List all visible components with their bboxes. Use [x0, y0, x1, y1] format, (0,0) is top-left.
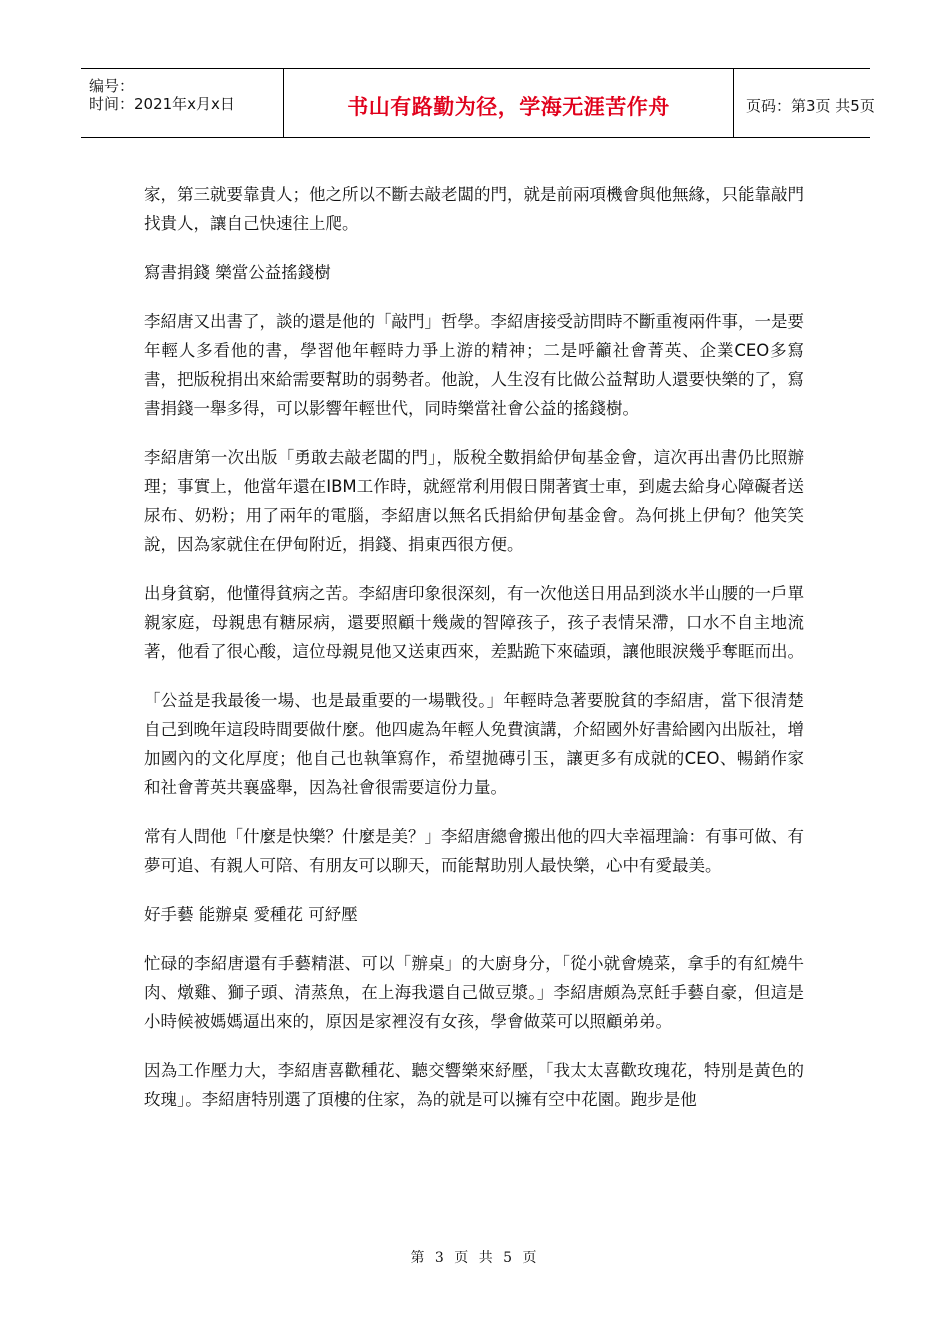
paragraph: 李紹唐第一次出版「勇敢去敲老闆的門」，版稅全數捐給伊甸基金會，這次再出書仍比照辦理；事實上，他當年還在IBM工作時，就經常利用假日開著賓士車，到處去給身心障礙者送尿布、奶粉；用了兩年的電腦，李紹唐以無名氏捐給伊甸基金會。為何挑上伊甸？他笑笑說，因為家就住在伊甸附近，捐錢、捐東西很方便。 [144, 448, 804, 554]
header-motto-cell [284, 69, 734, 137]
document-date-label: 时间：2021年x月x日 [89, 95, 235, 113]
section-heading: 寫書捐錢 樂當公益搖錢樹 [144, 263, 331, 282]
header-page-cell [734, 69, 875, 137]
paragraph: 忙碌的李紹唐還有手藝精湛、可以「辦桌」的大廚身分，「從小就會燒菜，拿手的有紅燒牛肉、燉雞、獅子頭、清蒸魚，在上海我還自己做豆漿。」李紹唐頗為烹飪手藝自豪，但這是小時候被媽媽逼出來的，原因是家裡沒有女孩，學會做菜可以照顧弟弟。 [144, 954, 804, 1031]
document-header [81, 68, 875, 138]
paragraph: 常有人問他「什麼是快樂？什麼是美？」李紹唐總會搬出他的四大幸福理論：有事可做、有夢可追、有親人可陪、有朋友可以聊天，而能幫助別人最快樂，心中有愛最美。 [144, 827, 804, 875]
paragraph: 李紹唐又出書了，談的還是他的「敲門」哲學。李紹唐接受訪問時不斷重複兩件事，一是要年輕人多看他的書，學習他年輕時力爭上游的精神；二是呼籲社會菁英、企業CEO多寫書，把版稅捐出來給需要幫助的弱勢者。他說，人生沒有比做公益幫助人還要快樂的了，寫書捐錢一舉多得，可以影響年輕世代，同時樂當社會公益的搖錢樹。 [144, 312, 804, 418]
paragraph: 「公益是我最後一場、也是最重要的一場戰役。」年輕時急著要脫貧的李紹唐，當下很清楚自己到晚年這段時間要做什麼。他四處為年輕人免費演講，介紹國外好書給國內出版社，增加國內的文化厚度；他自己也執筆寫作，希望拋磚引玉，讓更多有成就的CEO、暢銷作家和社會菁英共襄盛舉，因為社會很需要這份力量。 [144, 691, 804, 797]
header-page-info: 页码：第3页 共5页 [746, 97, 875, 115]
paragraph: 出身貧窮，他懂得貧病之苦。李紹唐印象很深刻，有一次他送日用品到淡水半山腰的一戶單親家庭，母親患有糖尿病，還要照顧十幾歲的智障孩子，孩子表情呆滯，口水不自主地流著，他看了很心酸，這位母親見他又送東西來，差點跪下來磕頭，讓他眼淚幾乎奪眶而出。 [144, 584, 804, 661]
paragraph: 因為工作壓力大，李紹唐喜歡種花、聽交響樂來紓壓，「我太太喜歡玫瑰花，特別是黃色的玫瑰」。李紹唐特別選了頂樓的住家，為的就是可以擁有空中花園。跑步是他 [144, 1061, 804, 1109]
header-motto: 书山有路勤为径，学海无涯苦作舟 [347, 95, 670, 119]
document-body [144, 180, 804, 1134]
section-heading: 好手藝 能辦桌 愛種花 可紓壓 [144, 905, 358, 924]
header-info-cell [81, 69, 284, 137]
page-footer: 第 3 页 共 5 页 [410, 1250, 540, 1266]
document-number-label: 编号： [89, 77, 135, 95]
paragraph: 家，第三就要靠貴人；他之所以不斷去敲老闆的門，就是前兩項機會與他無緣，只能靠敲門找貴人，讓自己快速往上爬。 [144, 185, 804, 233]
